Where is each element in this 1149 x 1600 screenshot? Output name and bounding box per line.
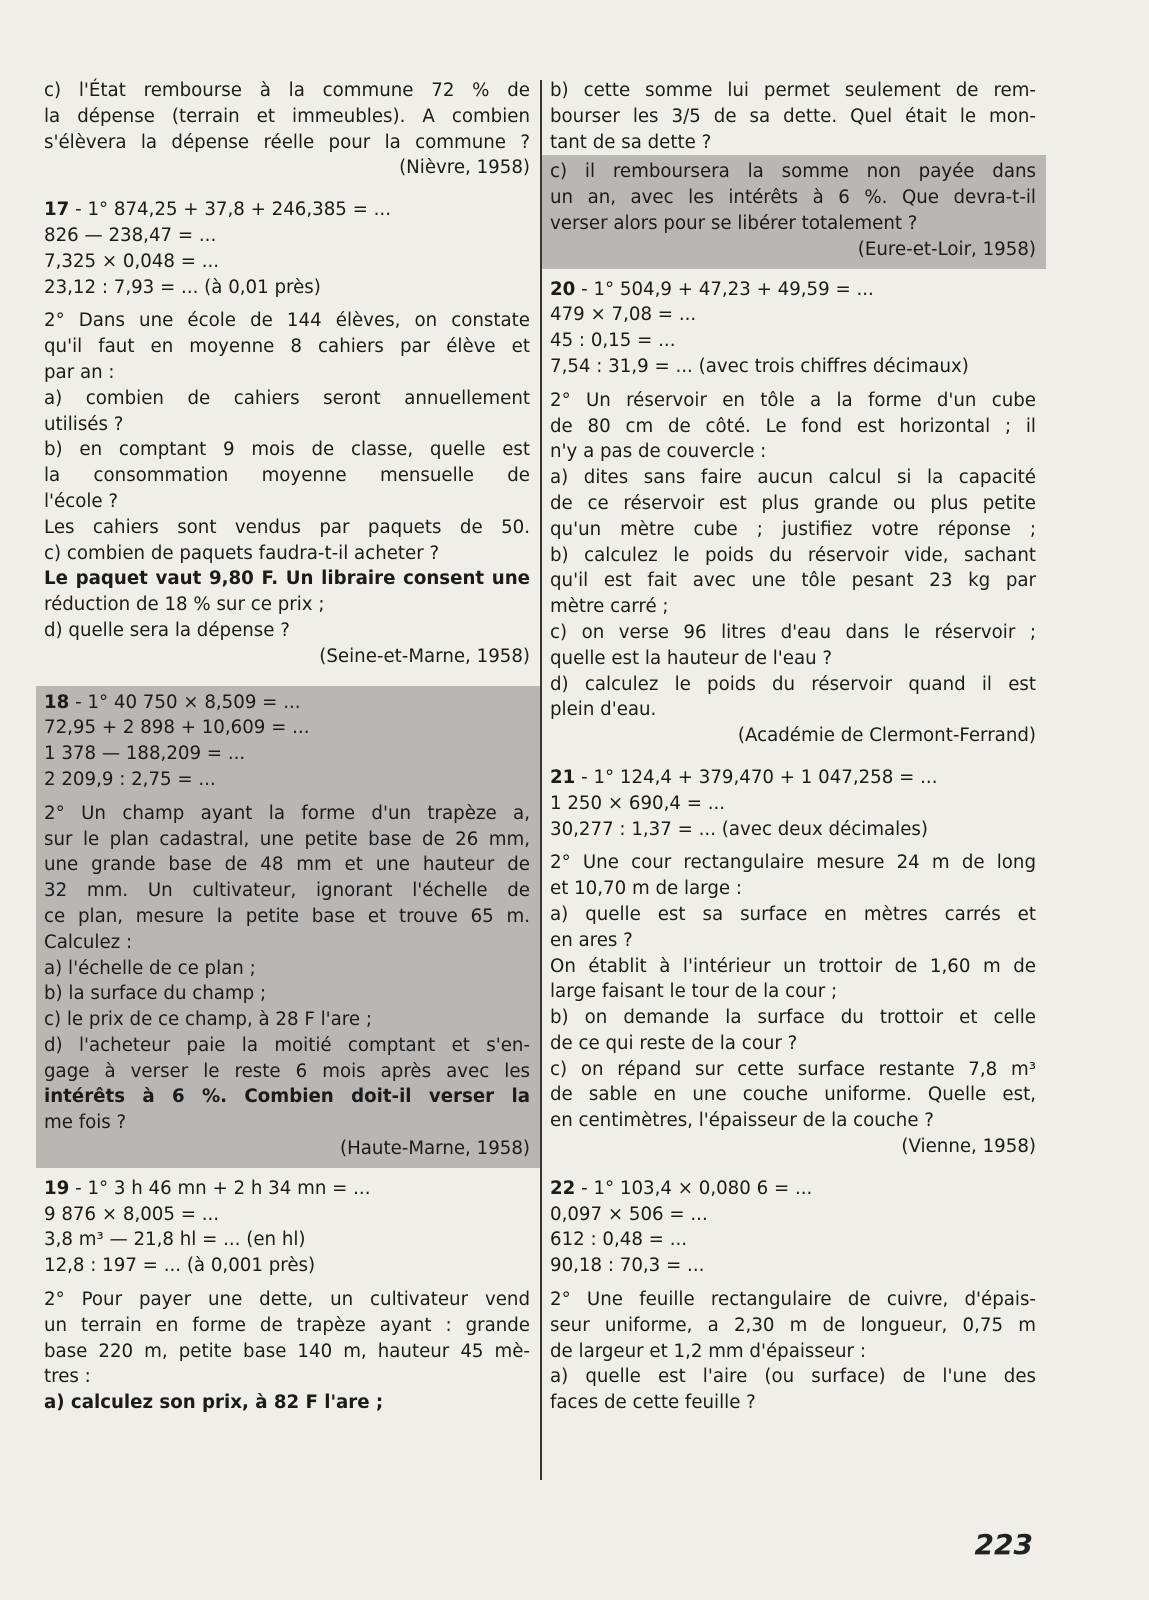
exercise-source: (Vienne, 1958) [901, 1136, 1036, 1158]
problem-line: l'école ? [44, 490, 119, 512]
right-column [550, 78, 1036, 1416]
problem-line: gage à verser le reste 6 mois après avec les [44, 1060, 530, 1082]
problem-line: me fois ? [44, 1112, 127, 1134]
operation: - 1° 103,4 × 0,080 6 = ... [575, 1177, 813, 1199]
exercise-source: (Académie de Clermont-Ferrand) [737, 725, 1036, 747]
operation: 7,325 × 0,048 = ... [44, 250, 220, 272]
operation: 9 876 × 8,005 = ... [44, 1203, 220, 1225]
problem-line: et 10,70 m de large : [550, 878, 742, 900]
problem-line: 32 mm. Un cultivateur, ignorant l'échelle de [44, 880, 530, 902]
operation: 826 — 238,47 = ... [44, 224, 217, 246]
problem-line: n'y a pas de couvercle : [550, 441, 767, 463]
problem-line: par an : [44, 361, 115, 383]
problem-line: Les cahiers sont vendus par paquets de 50. [44, 516, 530, 538]
operation: 3,8 m³ — 21,8 hl = ... (en hl) [44, 1229, 306, 1251]
operation: 45 : 0,15 = ... [550, 330, 676, 352]
text-line: la dépense (terrain et immeubles). A combien [44, 105, 530, 127]
text-line: verser alors pour se libérer totalement ? [550, 212, 918, 234]
problem-line: On établit à l'intérieur un trottoir de 1,60 m de [550, 955, 1036, 977]
problem-line: c) on répand sur cette surface restante 7,8 m³ [550, 1058, 1036, 1080]
problem-line: la consommation moyenne mensuelle de [44, 465, 530, 487]
problem-line: quelle est la hauteur de l'eau ? [550, 647, 833, 669]
problem-line: réduction de 18 % sur ce prix ; [44, 594, 325, 616]
problem-line: utilisés ? [44, 413, 124, 435]
problem-line: a) dites sans faire aucun calcul si la capacité [550, 467, 1036, 489]
problem-line: qu'il est fait avec une tôle pesant 23 kg par [550, 570, 1036, 592]
problem-line: d) calculez le poids du réservoir quand il est [550, 673, 1036, 695]
problem-line: de 80 cm de côté. Le fond est horizontal ; il [550, 415, 1036, 437]
operation: 23,12 : 7,93 = ... (à 0,01 près) [44, 276, 321, 298]
operation: 30,277 : 1,37 = ... (avec deux décimales) [550, 818, 928, 840]
exercise-20 [550, 277, 1036, 749]
problem-line: faces de cette feuille ? [550, 1392, 756, 1414]
problem-line: a) l'échelle de ce plan ; [44, 957, 256, 979]
problem-line: de sable en une couche uniforme. Quelle est, [550, 1084, 1036, 1106]
problem-line: c) on verse 96 litres d'eau dans le réservoir ; [550, 621, 1036, 643]
exercise-18 [36, 686, 540, 1168]
problem-line: sur le plan cadastral, une petite base de 26 mm, [44, 828, 530, 850]
operation: 1 250 × 690,4 = ... [550, 792, 726, 814]
problem-line: 2° Une cour rectangulaire mesure 24 m de long [550, 852, 1036, 874]
exercise-first-line [550, 1176, 1036, 1202]
operation: 12,8 : 197 = ... (à 0,001 près) [44, 1255, 316, 1277]
problem-line: d) l'acheteur paie la moitié comptant et s'en- [44, 1034, 530, 1056]
exercise-17 [44, 197, 530, 669]
page-number: 223 [974, 1528, 1033, 1561]
exercise-19-end [550, 78, 1036, 269]
problem-line: c) le prix de ce champ, à 28 F l'are ; [44, 1009, 372, 1031]
problem-line: un terrain en forme de trapèze ayant : grande [44, 1314, 530, 1336]
operation: 72,95 + 2 898 + 10,609 = ... [44, 717, 310, 739]
text-line: c) il remboursera la somme non payée dans [550, 161, 1036, 183]
shaded-block [542, 155, 1046, 268]
problem-line: seur uniforme, a 2,30 m de longueur, 0,75 m [550, 1314, 1036, 1336]
operation: 7,54 : 31,9 = ... (avec trois chiffres décimaux) [550, 355, 969, 377]
exercise-19 [44, 1176, 530, 1416]
problem-line: b) on demande la surface du trottoir et celle [550, 1007, 1036, 1029]
exercise-number: 21 [550, 766, 576, 788]
problem-line: a) quelle est sa surface en mètres carrés et [550, 903, 1036, 925]
problem-line: 2° Un champ ayant la forme d'un trapèze a, [44, 802, 530, 824]
problem-line: de ce réservoir est plus grande ou plus petite [550, 492, 1036, 514]
problem-line: d) quelle sera la dépense ? [44, 619, 290, 641]
problem-line: une grande base de 48 mm et une hauteur de [44, 854, 530, 876]
problem-line: base 220 m, petite base 140 m, hauteur 45 mè- [44, 1340, 530, 1362]
operation: - 1° 874,25 + 37,8 + 246,385 = ... [69, 199, 391, 221]
problem-line: de ce qui reste de la cour ? [550, 1032, 798, 1054]
operation: 1 378 — 188,209 = ... [44, 743, 246, 765]
text-line: s'élèvera la dépense réelle pour la commune ? [44, 131, 530, 153]
operation: 0,097 × 506 = ... [550, 1203, 708, 1225]
problem-line: 2° Pour payer une dette, un cultivateur vend [44, 1289, 530, 1311]
problem-line: c) combien de paquets faudra-t-il acheter ? [44, 542, 440, 564]
problem-line: en ares ? [550, 929, 633, 951]
problem-line: en centimètres, l'épaisseur de la couche ? [550, 1110, 934, 1132]
problem-line: Calculez : [44, 931, 133, 953]
problem-line: b) calculez le poids du réservoir vide, sachant [550, 544, 1036, 566]
problem-line: qu'un mètre cube ; justifiez votre réponse ; [550, 518, 1036, 540]
text-line: c) l'État rembourse à la commune 72 % de [44, 80, 530, 101]
problem-line: large faisant le tour de la cour ; [550, 981, 838, 1003]
problem-line: de largeur et 1,2 mm d'épaisseur : [550, 1340, 866, 1362]
exercise-number: 18 [44, 691, 70, 713]
problem-line: b) la surface du champ ; [44, 983, 267, 1005]
operation: - 1° 124,4 + 379,470 + 1 047,258 = ... [575, 766, 938, 788]
exercise-first-line [44, 1176, 530, 1202]
exercise-source: (Eure-et-Loir, 1958) [857, 238, 1036, 260]
exercise-number: 19 [44, 1177, 70, 1199]
exercise-first-line [550, 765, 1036, 791]
problem-line: intérêts à 6 %. Combien doit-il verser la [44, 1086, 530, 1108]
text-line: tant de sa dette ? [550, 131, 712, 153]
text-line: b) cette somme lui permet seulement de rem- [550, 80, 1036, 101]
problem-line: b) en comptant 9 mois de classe, quelle est [44, 439, 530, 461]
text-line: un an, avec les intérêts à 6 %. Que devra-t-il [550, 187, 1036, 209]
operation: - 1° 40 750 × 8,509 = ... [69, 691, 301, 713]
operation: 2 209,9 : 2,75 = ... [44, 768, 216, 790]
exercise-number: 22 [550, 1177, 576, 1199]
text-line: bourser les 3/5 de sa dette. Quel était le mon- [550, 105, 1036, 127]
exercise-16-end [44, 78, 530, 181]
operation: 90,18 : 70,3 = ... [550, 1255, 705, 1277]
problem-line: mètre carré ; [550, 596, 669, 618]
operation: - 1° 504,9 + 47,23 + 49,59 = ... [575, 278, 874, 300]
problem-line: 2° Dans une école de 144 élèves, on constate [44, 310, 530, 332]
problem-line: Le paquet vaut 9,80 F. Un libraire consent une [44, 568, 530, 590]
problem-line: a) quelle est l'aire (ou surface) de l'une des [550, 1366, 1036, 1388]
exercise-source: (Seine-et-Marne, 1958) [319, 645, 530, 667]
exercise-first-line [44, 197, 530, 223]
exercise-first-line [550, 277, 1036, 303]
problem-line: 2° Une feuille rectangulaire de cuivre, d'épais- [550, 1289, 1036, 1311]
operation: - 1° 3 h 46 mn + 2 h 34 mn = ... [69, 1177, 371, 1199]
problem-line: a) combien de cahiers seront annuellement [44, 387, 530, 409]
exercise-number: 17 [44, 199, 70, 221]
exercise-first-line [44, 690, 530, 716]
problem-line: a) calculez son prix, à 82 F l'are ; [44, 1392, 384, 1414]
exercise-21 [550, 765, 1036, 1160]
column-divider [540, 80, 542, 1480]
exercise-number: 20 [550, 278, 576, 300]
exercise-22 [550, 1176, 1036, 1416]
operation: 612 : 0,48 = ... [550, 1229, 688, 1251]
problem-line: plein d'eau. [550, 699, 657, 721]
problem-line: tres : [44, 1366, 91, 1388]
problem-line: ce plan, mesure la petite base et trouve 65 m. [44, 905, 530, 927]
exercise-source: (Haute-Marne, 1958) [340, 1138, 530, 1160]
exercise-source: (Nièvre, 1958) [399, 157, 530, 179]
left-column [44, 78, 530, 1416]
problem-line: 2° Un réservoir en tôle a la forme d'un cube [550, 389, 1036, 411]
operation: 479 × 7,08 = ... [550, 304, 697, 326]
problem-line: qu'il faut en moyenne 8 cahiers par élève et [44, 336, 530, 358]
